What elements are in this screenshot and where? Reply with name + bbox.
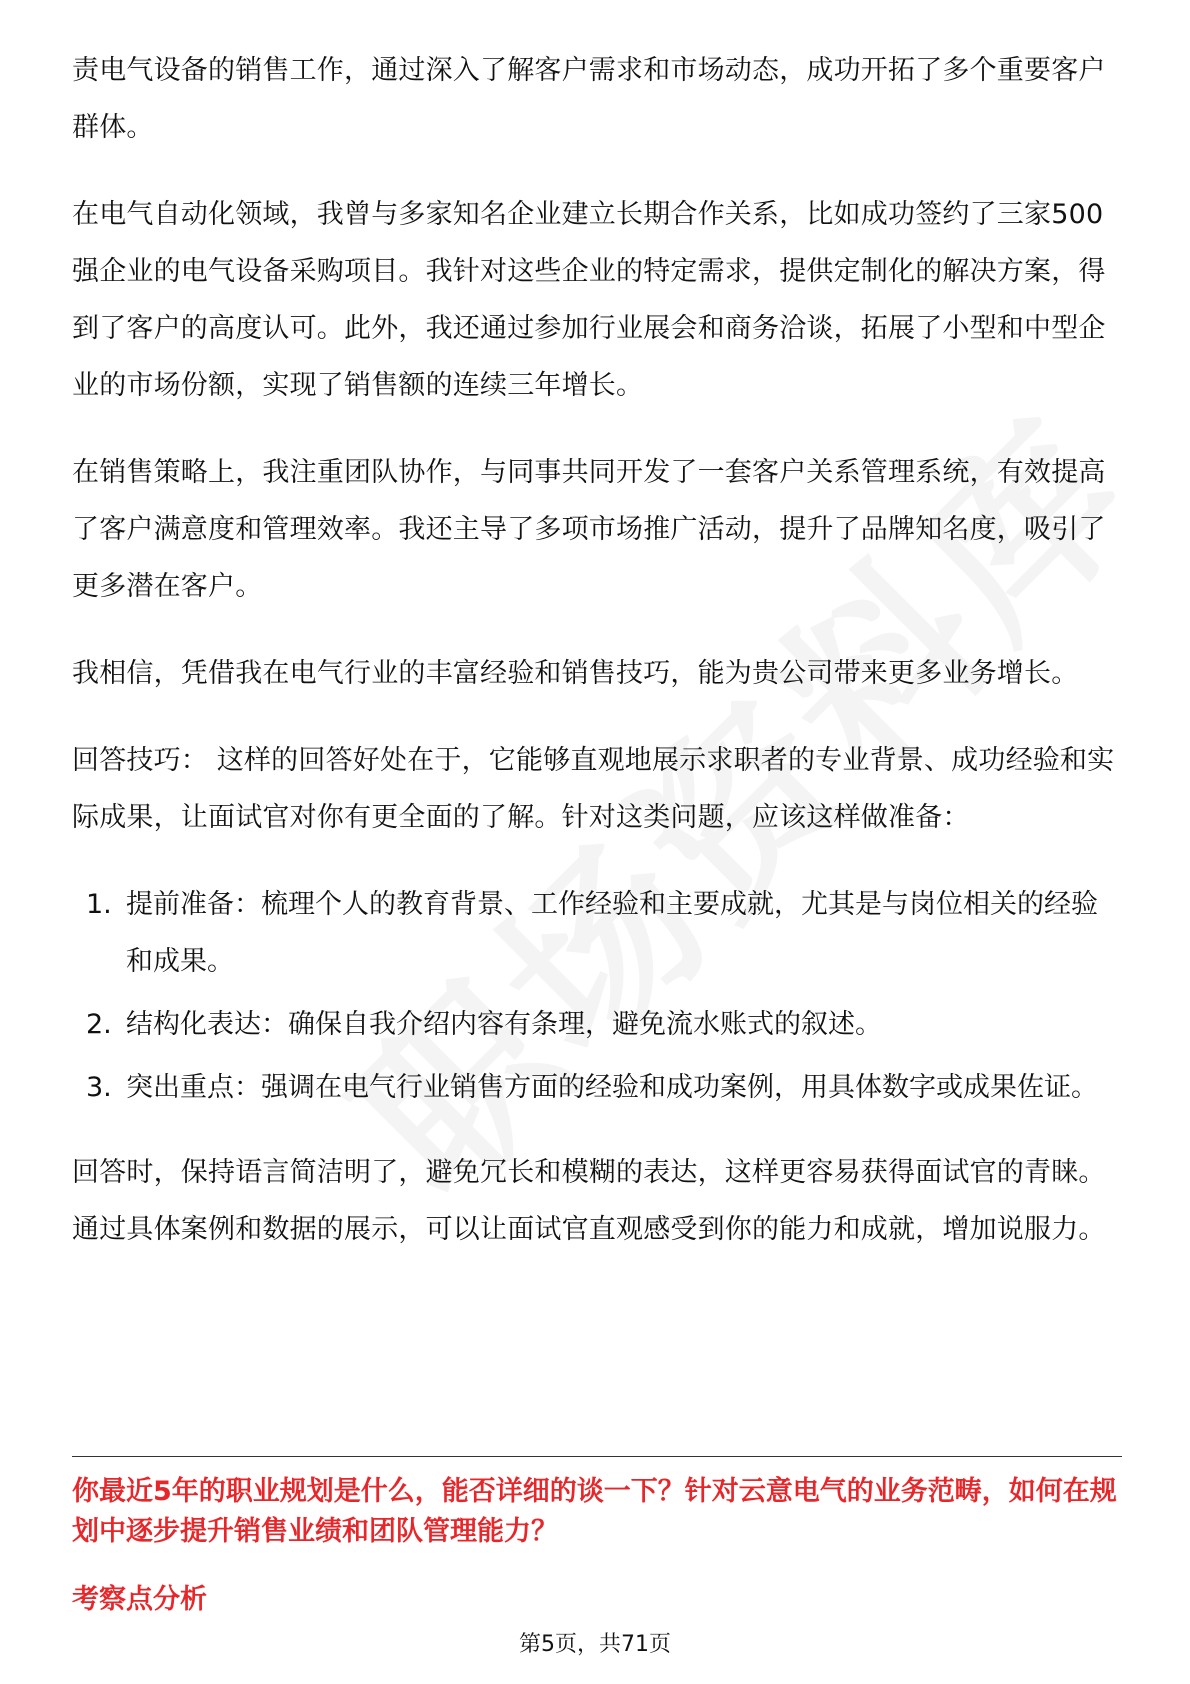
paragraph-intro: 责电气设备的销售工作，通过深入了解客户需求和市场动态，成功开拓了多个重要客户群体。: [72, 55, 1106, 143]
paragraph-automation: 在电气自动化领域，我曾与多家知名企业建立长期合作关系，比如成功签约了三家500强企业的电气设备采购项目。我针对这些企业的特定需求，提供定制化的解决方案，得到了客户的高度认可。此外，我还通过参加行业展会和商务洽谈，拓展了小型和中型企业的市场份额，实现了销售额的连续三年增长。: [72, 199, 1106, 401]
page-number: 第5页，共71页: [519, 1632, 671, 1657]
list-item: [72, 876, 1122, 990]
section-divider: [72, 1456, 1122, 1457]
paragraph-conclusion: 我相信，凭借我在电气行业的丰富经验和销售技巧，能为贵公司带来更多业务增长。: [72, 658, 1079, 689]
list-item-number: 3.: [86, 1072, 112, 1103]
list-item-text: 提前准备：梳理个人的教育背景、工作经验和主要成就，尤其是与岗位相关的经验和成果。: [126, 889, 1098, 977]
list-item-number: 1.: [86, 889, 112, 920]
list-item-text: 结构化表达：确保自我介绍内容有条理，避免流水账式的叙述。: [126, 1009, 882, 1040]
interview-question: 你最近5年的职业规划是什么，能否详细的谈一下？针对云意电气的业务范畴，如何在规划中逐步提升销售业绩和团队管理能力？: [72, 1476, 1117, 1547]
list-item: [72, 1059, 1122, 1116]
section-title: 考察点分析: [72, 1584, 207, 1615]
answer-body: [72, 42, 1122, 1288]
paragraph-closing: 回答时，保持语言简洁明了，避免冗长和模糊的表达，这样更容易获得面试官的青睐。通过具体案例和数据的展示，可以让面试官直观感受到你的能力和成就，增加说服力。: [72, 1157, 1106, 1245]
paragraph-strategy: 在销售策略上，我注重团队协作，与同事共同开发了一套客户关系管理系统，有效提高了客户满意度和管理效率。我还主导了多项市场推广活动，提升了品牌知名度，吸引了更多潜在客户。: [72, 457, 1106, 602]
tips-list: [72, 876, 1122, 1116]
list-item-number: 2.: [86, 1009, 112, 1040]
list-item-text: 突出重点：强调在电气行业销售方面的经验和成功案例，用具体数字或成果佐证。: [126, 1072, 1098, 1103]
paragraph-answer-tips: 回答技巧： 这样的回答好处在于，它能够直观地展示求职者的专业背景、成功经验和实际成果，让面试官对你有更全面的了解。针对这类问题，应该这样做准备：: [72, 745, 1115, 833]
list-item: [72, 996, 1122, 1053]
